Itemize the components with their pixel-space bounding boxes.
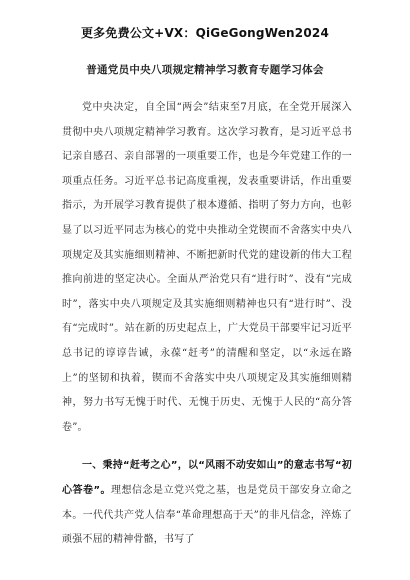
section-heading: 一、秉持“赶考之心”，以“风雨不动安如山”的意志书写“初心答卷”。 <box>62 460 352 496</box>
paragraph-text: 党中央决定，自全国“两会”结束至7月底，在全党开展深入贯彻中央八项规定精神学习教育。这次学习教育，是习近平总书记亲自感召、亲自部署的一项重要工作，也是今年党建工作的一项重点任务。习近平总书记高度重视，发表重要讲话，作出重要指示，为开展学习教育提供了根本遵循、指明了努力方向，也彰显了以习近平同志为核心的党中央推动全党锲而不舍落实中央八项规定及其实施细则精神、不断把新时代党的建设新的伟大工程推向前进的坚定决心。全面从严治党只有“进行时”、没有“完成时”，落实中央八项规定及其实施细则精神也只有“进行时”、没有“完成时”。站在新的历史起点上，广大党员干部要牢记习近平总书记的谆谆告诫，永葆“赶考”的清醒和坚定，以“永远在路上”的坚韧和执着，锲而不舍落实中央八项规定及其实施细则精神，努力书写无愧于时代、无愧于历史、无愧于人民的“高分答卷”。 <box>62 102 352 433</box>
document-body <box>62 96 352 553</box>
body-paragraph <box>62 454 352 552</box>
body-paragraph <box>62 96 352 440</box>
document-title: 普通党员中央八项规定精神学习教育专题学习体会 <box>86 64 324 76</box>
promo-banner: 更多免费公文+VX：QiGeGongWen2024 <box>80 26 329 40</box>
paragraph-text: 理想信念是立党兴党之基，也是党员干部安身立命之本。一代代共产党人信奉“革命理想高于天”的非凡信念，淬炼了顽强不屈的精神骨骼，书写了 <box>62 484 352 546</box>
